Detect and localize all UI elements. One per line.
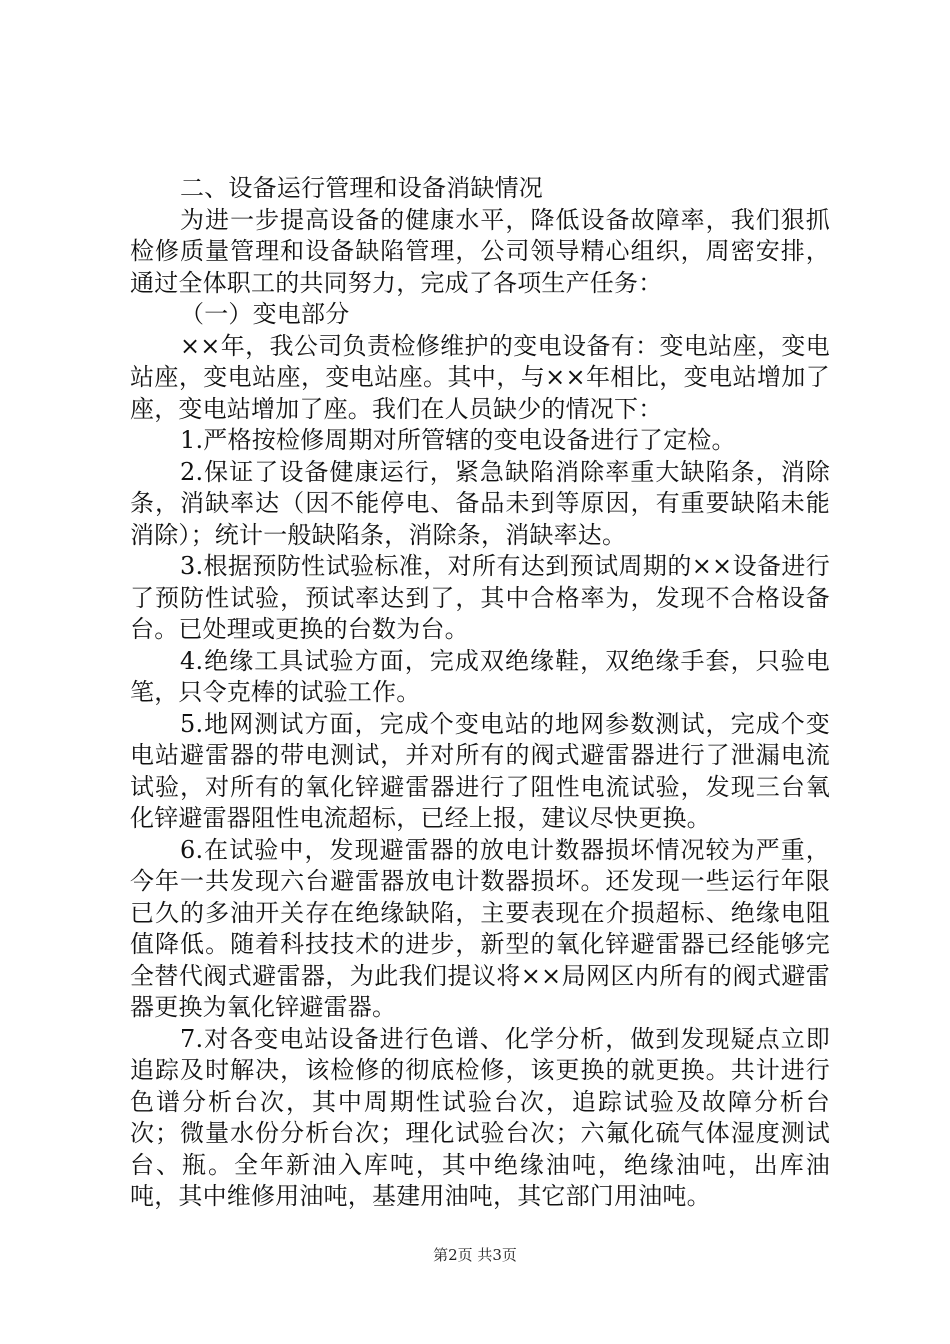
list-item-6: 6.在试验中，发现避雷器的放电计数器损坏情况较为严重，今年一共发现六台避雷器放电计数器损坏。还发现一些运行年限已久的多油开关存在绝缘缺陷，主要表现在介损超标、绝缘电阻值降低。随着科技技术的进步，新型的氧化锌避雷器已经能够完全替代阀式避雷器，为此我们提议将××局网区内所有的阀式避雷器更换为氧化锌避雷器。 xyxy=(130,835,830,1021)
list-item-4: 4.绝缘工具试验方面，完成双绝缘鞋，双绝缘手套，只验电笔，只令克棒的试验工作。 xyxy=(130,646,830,706)
list-item-3: 3.根据预防性试验标准，对所有达到预试周期的××设备进行了预防性试验，预试率达到了，其中合格率为，发现不合格设备台。已处理或更换的台数为台。 xyxy=(130,552,830,643)
subsection-heading: （一）变电部分 xyxy=(180,300,350,328)
paragraph-overview: ××年，我公司负责检修维护的变电设备有：变电站座，变电站座，变电站座，变电站座。其中，与××年相比，变电站增加了座，变电站增加了座。我们在人员缺少的情况下： xyxy=(130,331,830,423)
list-item-7: 7.对各变电站设备进行色谱、化学分析，做到发现疑点立即追踪及时解决，该检修的彻底检修，该更换的就更换。共计进行色谱分析台次，其中周期性试验台次，追踪试验及故障分析台次；微量水份分析台次；理化试验台次；六氟化硫气体湿度测试台、瓶。全年新油入库吨，其中绝缘油吨，绝缘油吨，出库油吨，其中维修用油吨，基建用油吨，其它部门用油吨。 xyxy=(130,1024,830,1210)
list-item-2: 2.保证了设备健康运行，紧急缺陷消除率重大缺陷条，消除条，消缺率达（因不能停电、备品未到等原因，有重要缺陷未能消除）；统计一般缺陷条，消除条，消缺率达。 xyxy=(130,457,830,549)
list-item-5: 5.地网测试方面，完成个变电站的地网参数测试，完成个变电站避雷器的带电测试，并对所有的阀式避雷器进行了泄漏电流试验，对所有的氧化锌避雷器进行了阻性电流试验，发现三台氧化锌避雷器阻性电流超标，已经上报，建议尽快更换。 xyxy=(130,709,830,832)
page-footer: 第2页 共3页 xyxy=(433,1246,517,1264)
list-item-1: 1.严格按检修周期对所管辖的变电设备进行了定检。 xyxy=(180,426,736,454)
document-body xyxy=(130,173,830,1213)
paragraph-intro: 为进一步提高设备的健康水平，降低设备故障率，我们狠抓检修质量管理和设备缺陷管理，公司领导精心组织，周密安排，通过全体职工的共同努力，完成了各项生产任务： xyxy=(130,205,830,297)
section-heading: 二、设备运行管理和设备消缺情况 xyxy=(180,174,543,202)
